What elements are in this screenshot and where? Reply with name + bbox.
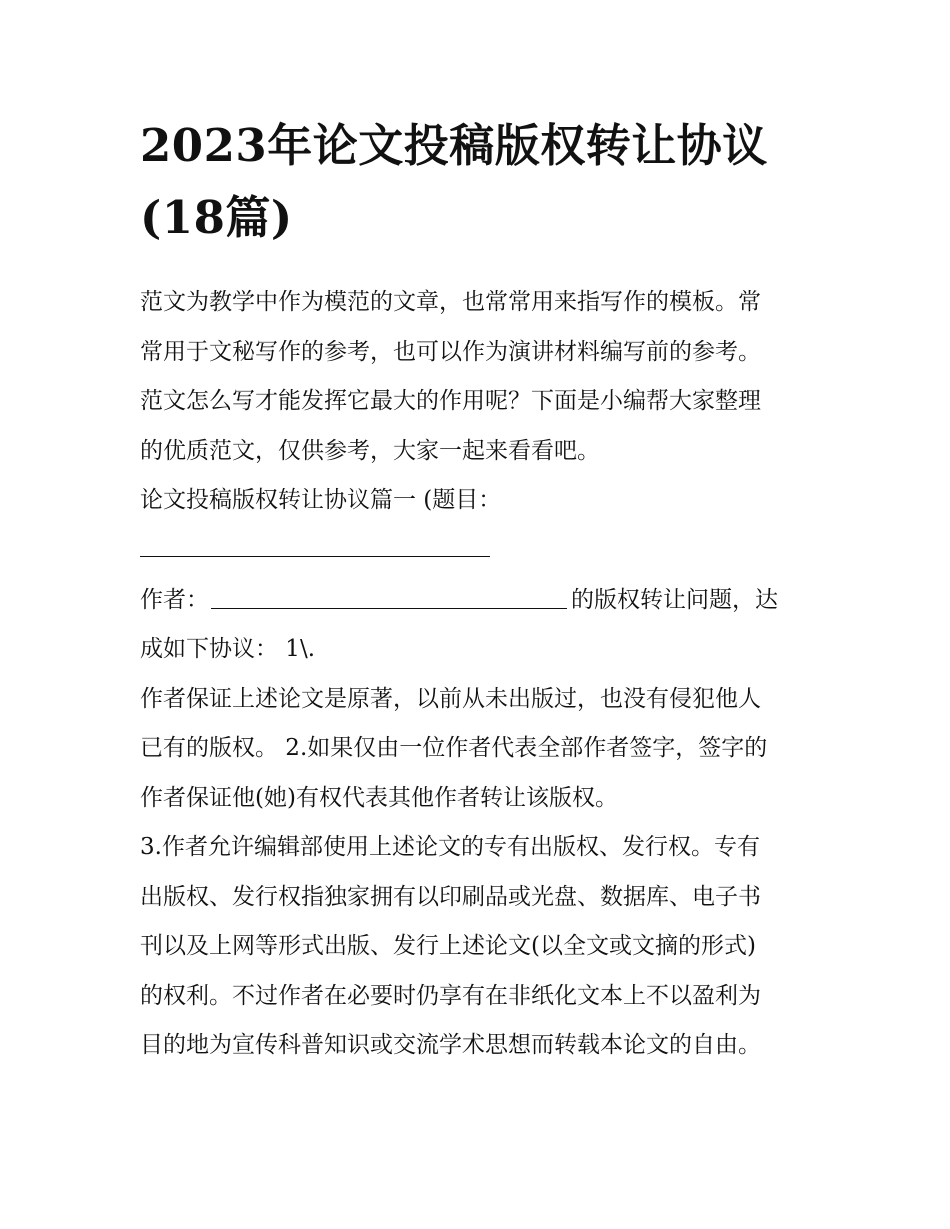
intro-line: 范文怎么写才能发挥它最大的作用呢？下面是小编帮大家整理 (140, 388, 761, 414)
author-line (140, 576, 812, 626)
author-paragraph (140, 576, 812, 675)
clause-line: 目的地为宣传科普知识或交流学术思想而转载本论文的自由。 (140, 1032, 761, 1058)
clause-3-paragraph (140, 823, 812, 1071)
author-blank-underline (211, 607, 567, 609)
clause-line: 刊以及上网等形式出版、发行上述论文(以全文或文摘的形式) (140, 933, 756, 959)
intro-line: 范文为教学中作为模范的文章，也常常用来指写作的模板。常 (140, 289, 761, 315)
author-label: 作者： (140, 586, 209, 613)
author-suffix: 的版权转让问题，达 (571, 586, 778, 613)
clause-1-paragraph (140, 675, 812, 824)
clause-line: 出版权、发行权指独家拥有以印刷品或光盘、数据库、电子书 (140, 883, 761, 910)
section-heading (140, 476, 812, 526)
intro-line: 的优质范文，仅供参考，大家一起来看看吧。 (140, 437, 600, 464)
section-heading-text: 论文投稿版权转让协议篇一 (题目： (140, 487, 502, 513)
agreement-line: 成如下协议： 1\. (140, 636, 316, 662)
title-blank-underline (140, 526, 490, 557)
document-title (140, 110, 820, 254)
intro-paragraph (140, 278, 812, 476)
clause-line: 3.作者允许编辑部使用上述论文的专有出版权、发行权。专有 (140, 834, 760, 860)
clause-line: 作者保证他(她)有权代表其他作者转让该版权。 (140, 784, 618, 811)
clause-line: 已有的版权。 2.如果仅由一位作者代表全部作者签字，签字的 (140, 735, 768, 761)
clause-line: 的权利。不过作者在必要时仍享有在非纸化文本上不以盈利为 (140, 982, 761, 1009)
intro-line: 常用于文秘写作的参考，也可以作为演讲材料编写前的参考。 (140, 338, 761, 365)
clause-line: 作者保证上述论文是原著，以前从未出版过，也没有侵犯他人 (140, 685, 761, 712)
document-body (140, 278, 812, 1071)
title-line-2: (18篇) (140, 191, 293, 244)
title-line-1: 2023年论文投稿版权转让协议 (140, 119, 768, 172)
